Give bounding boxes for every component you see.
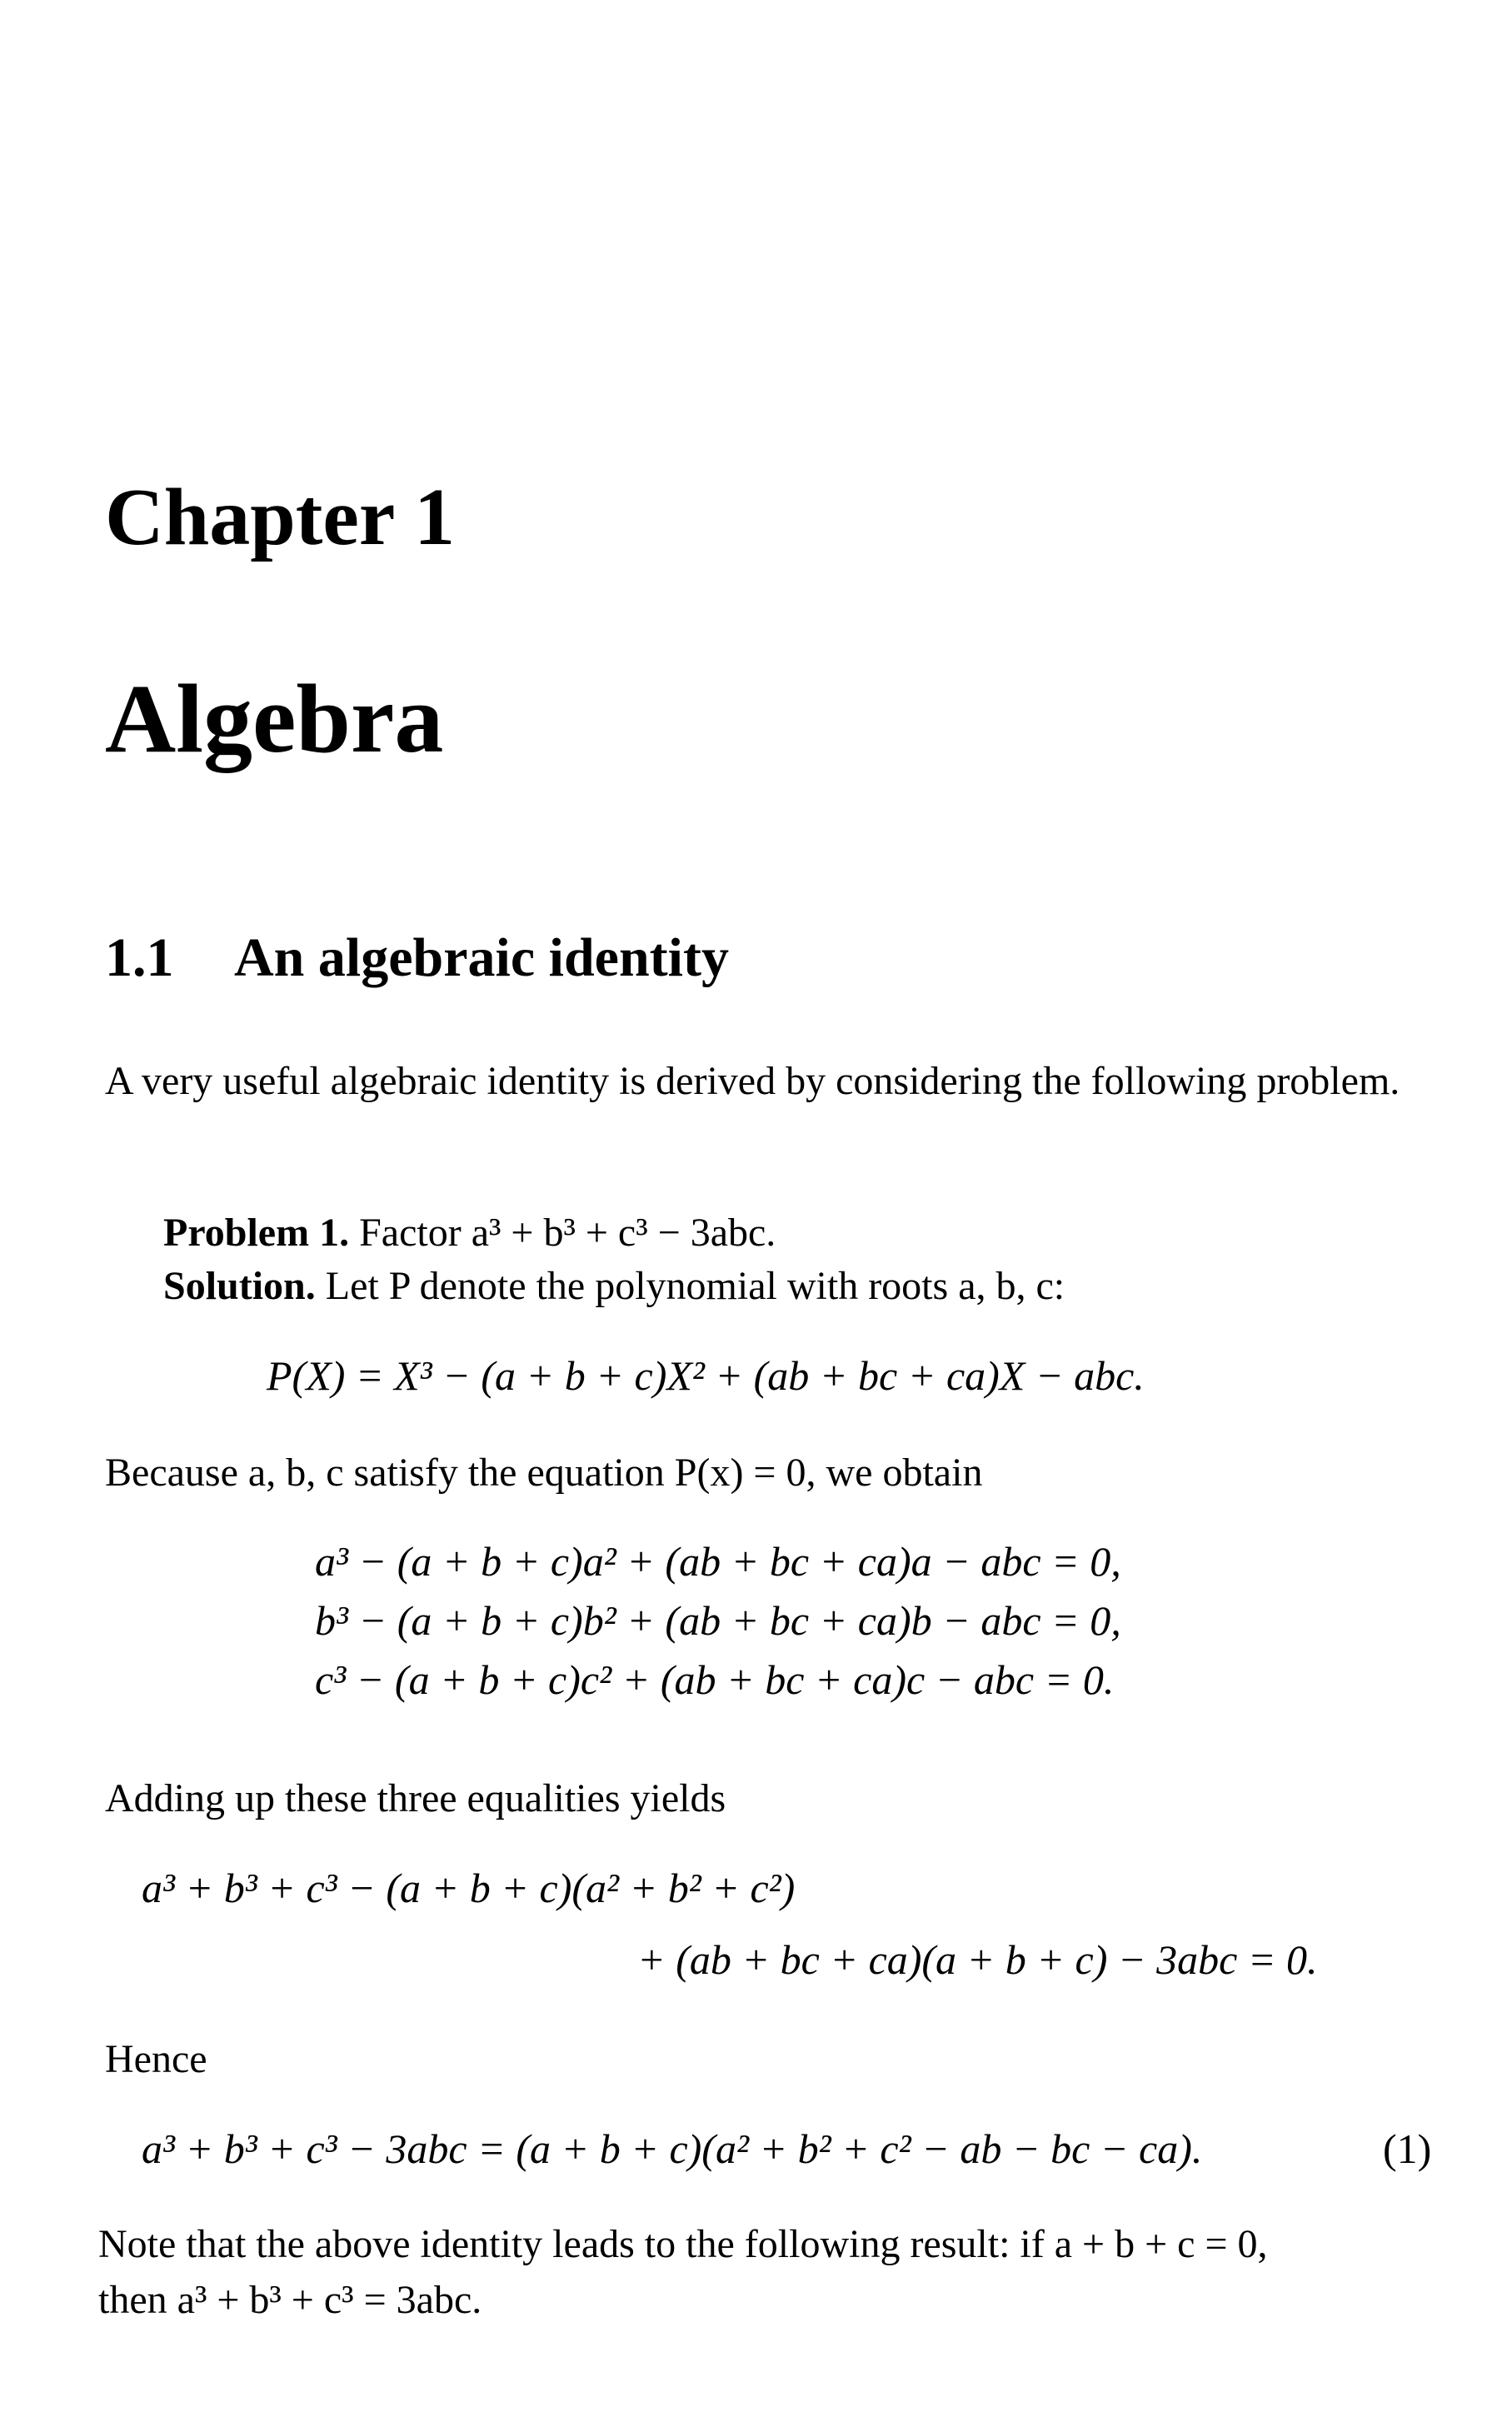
- problem-statement: [163, 1205, 776, 1261]
- chapter-label: Chapter 1: [105, 472, 456, 562]
- section-heading: [105, 926, 729, 990]
- note-line-1: Note that the above identity leads to the following result: if a + b + c = 0,: [98, 2222, 1268, 2266]
- equation-system-line-a: a³ − (a + b + c)a² + (ab + bc + ca)a − abc = 0,: [315, 1538, 1121, 1585]
- adding-paragraph: Adding up these three equalities yields: [105, 1776, 726, 1820]
- equation-system-line-c: c³ − (a + b + c)c² + (ab + bc + ca)c − abc = 0.: [315, 1656, 1115, 1703]
- equation-system-line-b: b³ − (a + b + c)b² + (ab + bc + ca)b − abc = 0,: [315, 1597, 1121, 1644]
- intro-paragraph: A very useful algebraic identity is derived by considering the following problem.: [105, 1059, 1400, 1103]
- hence-paragraph: Hence: [105, 2037, 207, 2081]
- identity-equation: a³ + b³ + c³ − 3abc = (a + b + c)(a² + b² + c² − ab − bc − ca).: [142, 2125, 1203, 2172]
- solution-statement: [163, 1258, 1065, 1315]
- problem-label: Problem 1.: [163, 1211, 350, 1255]
- chapter-title: Algebra: [105, 664, 444, 773]
- sum-equation-line-2: + (ab + bc + ca)(a + b + c) − 3abc = 0.: [637, 1936, 1318, 1983]
- problem-text: Factor a³ + b³ + c³ − 3abc.: [359, 1211, 776, 1255]
- because-paragraph: Because a, b, c satisfy the equation P(x) = 0, we obtain: [105, 1451, 983, 1495]
- note-line-2: then a³ + b³ + c³ = 3abc.: [98, 2278, 482, 2322]
- polynomial-equation: P(X) = X³ − (a + b + c)X² + (ab + bc + ca)X − abc.: [267, 1352, 1145, 1399]
- solution-label: Solution.: [163, 1264, 316, 1308]
- section-title: An algebraic identity: [234, 927, 729, 988]
- solution-text: Let P denote the polynomial with roots a, b, c:: [325, 1264, 1065, 1308]
- equation-number: (1): [1383, 2125, 1432, 2172]
- sum-equation-line-1: a³ + b³ + c³ − (a + b + c)(a² + b² + c²): [142, 1865, 796, 1911]
- section-number: 1.1: [105, 927, 174, 988]
